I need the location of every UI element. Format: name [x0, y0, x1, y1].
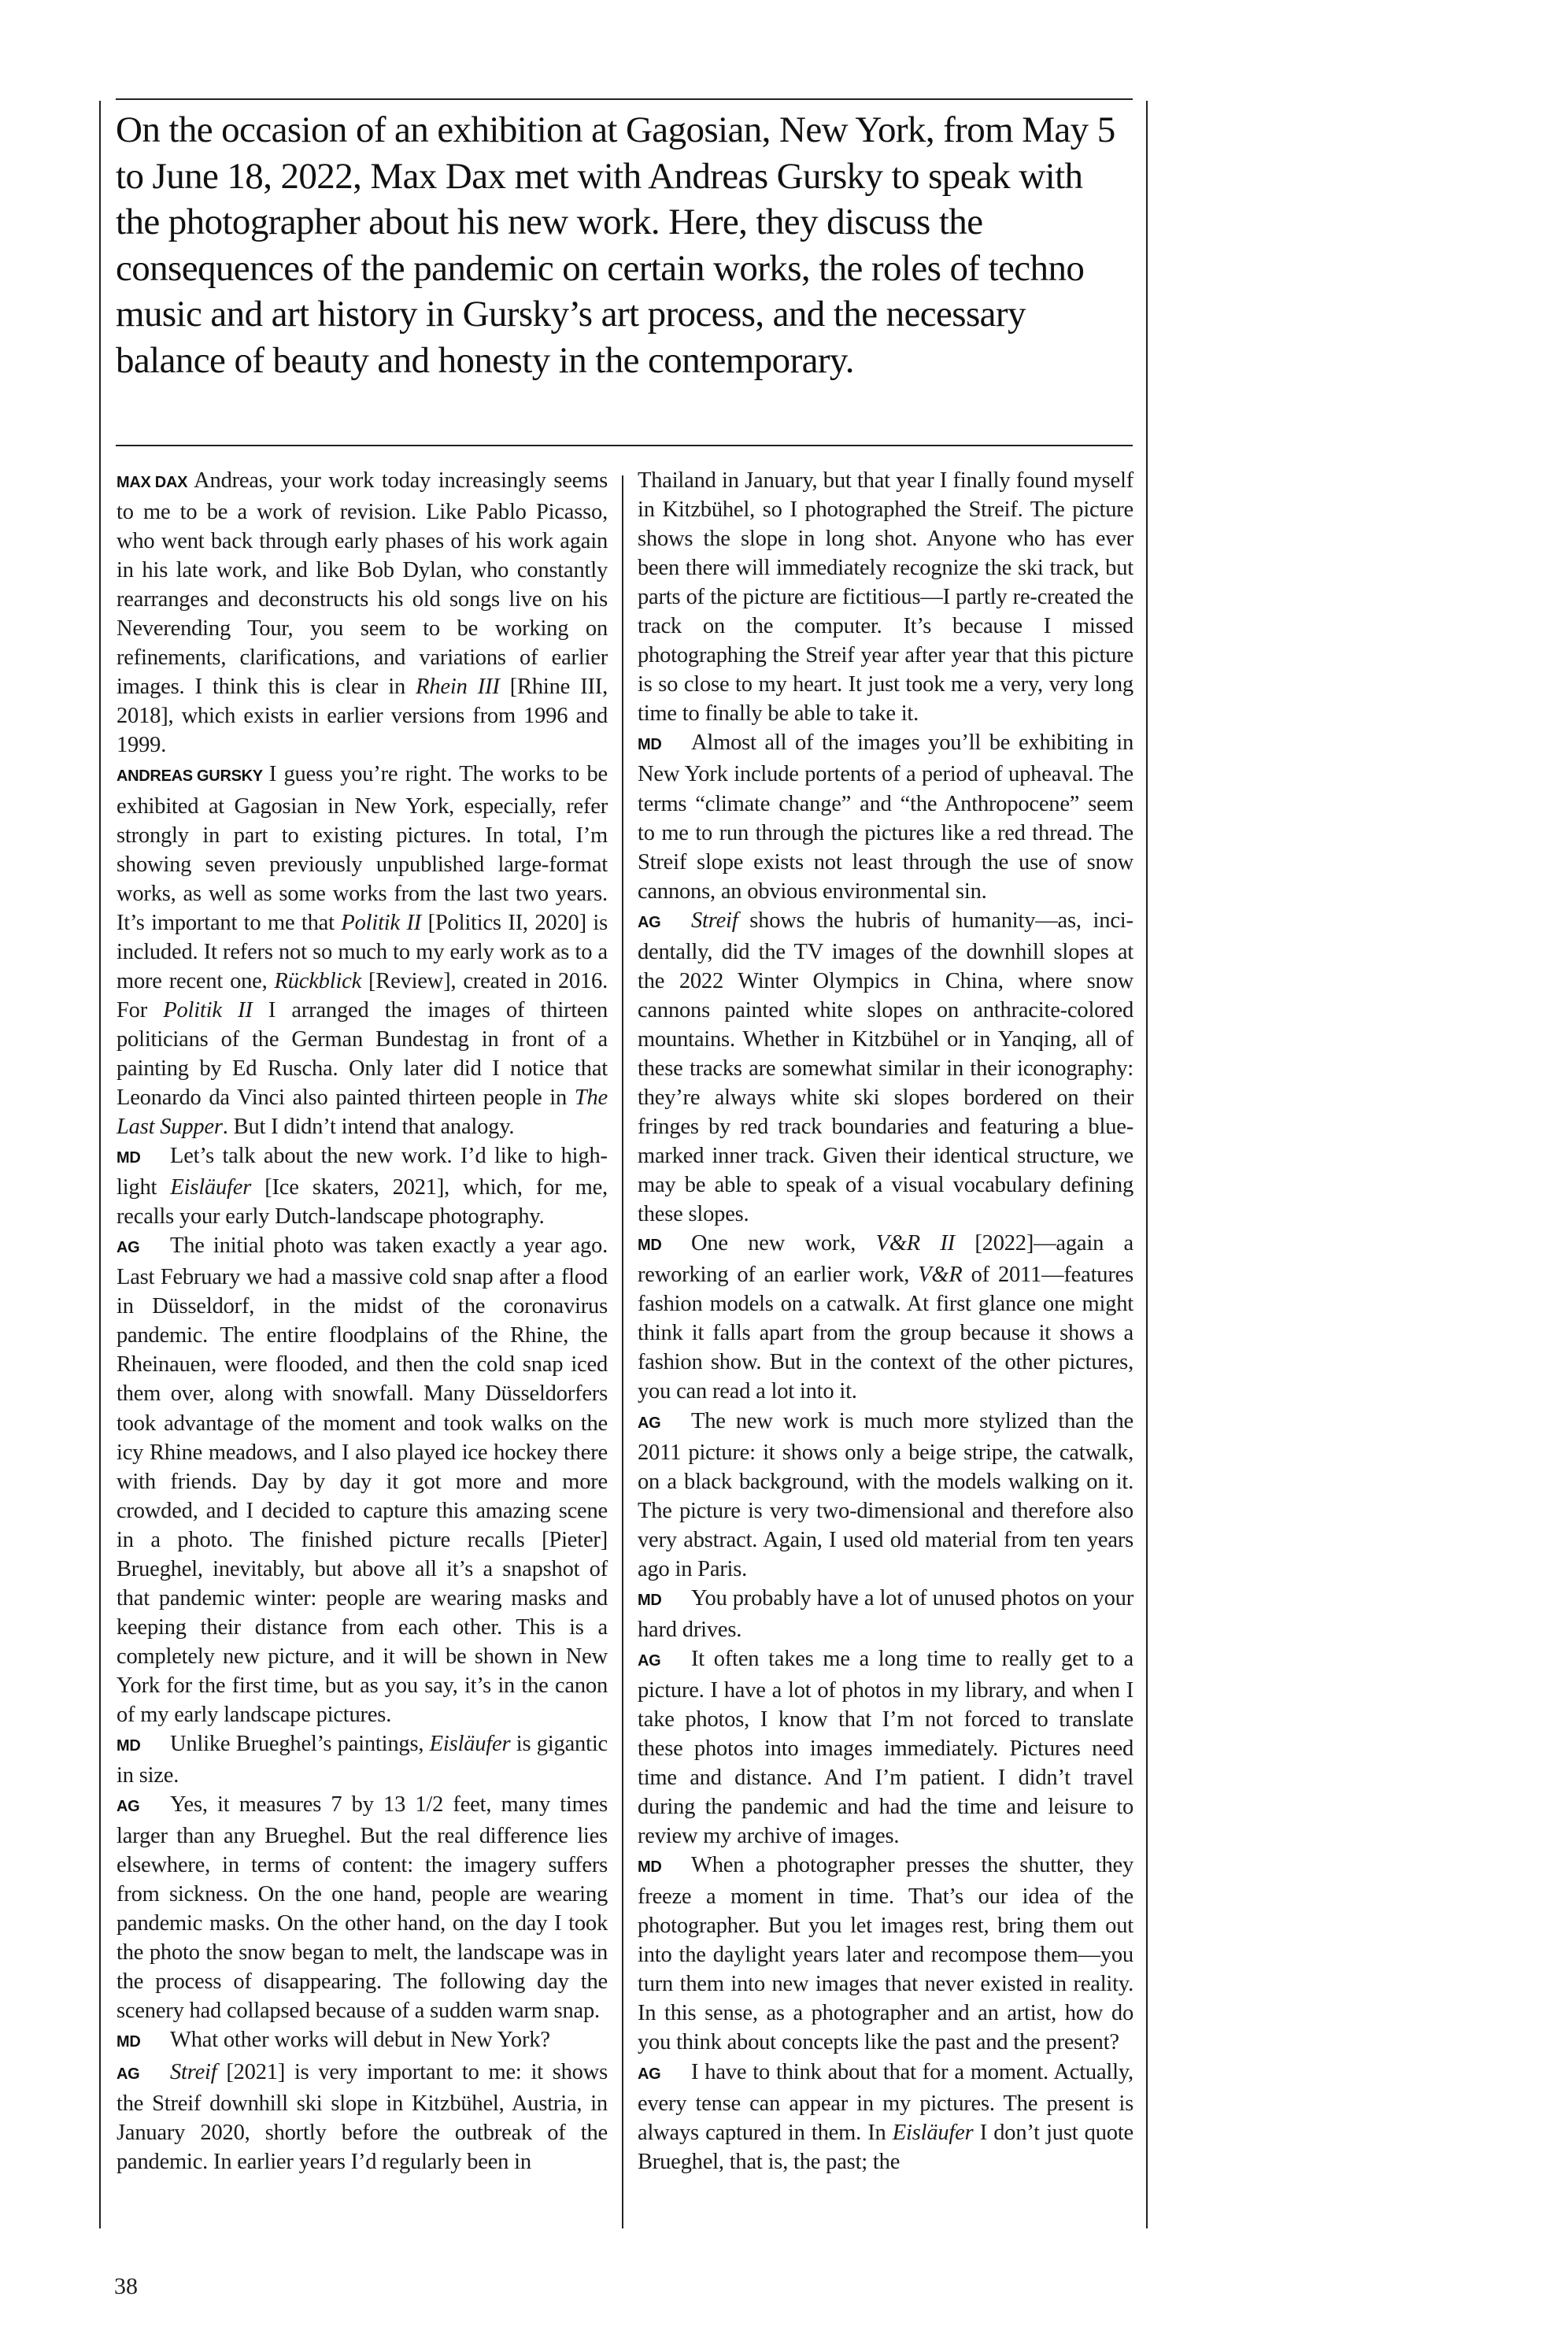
- interview-turn: [638, 1851, 1133, 2057]
- interview-turn: [638, 1644, 1133, 1851]
- right-frame-rule: [1146, 101, 1148, 2228]
- turn-text: [116, 1792, 608, 2023]
- turn-text: [638, 1647, 1133, 1848]
- turn-text: [638, 2060, 1133, 2174]
- text-segment: The new work is much more stylized than the 2011 picture: it shows only a beige stripe, the catwalk, on a black background, with the models walking on it. The picture is very two-dimensional and therefore also very abstract. Again, I used old material from ten years ago in Paris.: [638, 1408, 1133, 1581]
- text-segment: [Rhine III, 2018], which exists in earlier versions from 1996 and 1999.: [116, 675, 608, 758]
- turn-text: [638, 1853, 1133, 2054]
- interview-turn: [116, 2058, 608, 2176]
- speaker-label: AG: [638, 913, 661, 931]
- text-segment: One new work,: [691, 1231, 876, 1256]
- speaker-label: MD: [638, 736, 662, 754]
- speaker-label: ANDREAS GURSKY: [116, 767, 263, 786]
- text-segment: [2021] is very important to me: it shows the Streif downhill ski slope in Kitzbühel, Austria, in January 2020, shortly before the outbreak of the pandemic. In earlier years I’d regularly been in: [116, 2059, 608, 2174]
- text-segment: Thailand in January, but that year I finally found myself in Kitzbühel, so I photographed the Streif. The picture shows the slope in long shot. Anyone who has ever been there will immediately recognize the ski track, but parts of the picture are fictitious—I partly re-created the track on the computer. It’s because I missed photographing the Streif year after year that this picture is so close to my heart. It just took me a very, very long time to finally be able to take it.: [638, 468, 1133, 727]
- turn-text: [116, 1233, 608, 1727]
- intro-top-rule: [116, 98, 1133, 100]
- interview-turn: [116, 1231, 608, 1729]
- speaker-label: AG: [116, 2065, 140, 2083]
- turn-text: [116, 468, 608, 757]
- text-segment: [2022]—again a reworking of an earlier work,: [638, 1231, 1133, 1288]
- interview-turn: [638, 466, 1133, 728]
- interview-turn: [116, 1141, 608, 1231]
- text-segment: Yes, it measures 7 by 13 1/2 feet, many times larger than any Brueghel. But the real difference lies elsewhere, in terms of content: the imagery suffers from sickness. On the one hand, people are wearing pandemic masks. On the other hand, on the day I took the photo the snow began to melt, the landscape was in the process of disappearing. The following day the scenery had collapsed because of a sudden warm snap.: [116, 1792, 608, 2024]
- turn-text: [116, 2060, 608, 2174]
- interview-turn: [638, 906, 1133, 1230]
- intro-bottom-rule: [116, 445, 1133, 446]
- left-frame-rule: [99, 101, 101, 2228]
- work-title: Streif: [691, 908, 738, 933]
- speaker-label: MD: [638, 1237, 662, 1255]
- speaker-label: MD: [116, 1737, 141, 1755]
- speaker-label: AG: [638, 1651, 661, 1670]
- interview-turn: [638, 1229, 1133, 1406]
- speaker-label: AG: [116, 1798, 140, 1816]
- interview-turn: [116, 760, 608, 1141]
- text-segment: The initial photo was taken exactly a year ago. Last February we had a massive cold snap after a flood in Düsseldorf, in the midst of the coronavirus pandemic. The entire floodplains of the Rhine, the Rheinauen, were flooded, and then the cold snap iced them over, along with snowfall. Many Düsseldorfers took advantage of the moment and took walks on the icy Rhine meadows, and I also played ice hockey there with friends. Day by day it got more and more crowded, and I decided to capture this amazing scene in a photo. The finished picture recalls [Pieter] Brueghel, inevitably, but above all it’s a snapshot of that pandemic winter: people are wearing masks and keeping their distance from each other. This is a completely new picture, and it will be shown in New York for the first time, but as you say, it’s in the canon of my early landscape pictures.: [116, 1233, 608, 1727]
- interview-turn: [638, 2058, 1133, 2176]
- speaker-label: MD: [116, 2033, 141, 2051]
- page-number: 38: [114, 2273, 138, 2299]
- column-divider-rule: [622, 475, 623, 2228]
- work-title: Streif: [170, 2059, 217, 2084]
- text-segment: I have to think about that for a moment. Actually, every tense can appear in my pictures. The present is always captured in them. In: [638, 2059, 1133, 2145]
- text-segment: of 2011—features fashion models on a catwalk. At first glance one might think it falls apart from the group because it shows a fashion show. But in the context of the other pictures, you can read a lot into it.: [638, 1263, 1133, 1404]
- text-segment: You probably have a lot of unused photos on your hard drives.: [638, 1585, 1133, 1642]
- left-column: [116, 466, 608, 2176]
- speaker-label: AG: [116, 1239, 140, 1257]
- turn-text: [116, 1144, 608, 1229]
- interview-turn: [116, 1790, 608, 2025]
- interview-turn: [116, 1729, 608, 1790]
- work-title: Rhein III: [416, 675, 500, 700]
- interview-turn: [638, 728, 1133, 905]
- interview-turn: [116, 466, 608, 760]
- turn-text: [638, 468, 1133, 726]
- work-title: Rückblick: [274, 968, 362, 993]
- text-segment: shows the hubris of humanity—as, incidentally, did the TV images of the downhill slopes at the 2022 Winter Olympics in China, where snow cannons painted white slopes on anthracite-colored mountains. Whether in Kitzbühel or in Yanqing, all of these tracks are somewhat similar in their iconography: they’re always white ski slopes bordered on their fringes by red track boundaries and featuring a blue-marked inner track. Given their identical structure, we may be able to speak of a visual vocabulary defining these slopes.: [638, 908, 1133, 1227]
- text-segment: Andreas, your work today increasingly seems to me to be a work of revision. Like Pablo Picasso, who went back through early phases of his work again in his late work, and like Bob Dylan, who constantly rearranges and deconstructs his old songs live on his Neverending Tour, you seem to be working on refinements, clarifications, and variations of earlier images. I think this is clear in: [116, 468, 608, 700]
- text-segment: It often takes me a long time to really get to a picture. I have a lot of photos in my library, and when I take photos, I know that I’m not forced to translate these photos into images immediately. Pictures need time and distance. And I’m patient. I didn’t travel during the pandemic and had the time and leisure to review my archive of images.: [638, 1646, 1133, 1849]
- interview-turn: [638, 1584, 1133, 1644]
- work-title: V&R II: [875, 1231, 955, 1256]
- text-segment: When a photographer presses the shutter, they freeze a moment in time. That’s our idea of the photographer. But you let images rest, bring them out into the daylight years later and recompose them—you turn them into new images that never existed in reality. In this sense, as a photographer and an artist, how do you think about concepts like the past and the present?: [638, 1853, 1133, 2055]
- speaker-label: MD: [116, 1149, 141, 1167]
- turn-text: [638, 1409, 1133, 1581]
- speaker-label: AG: [638, 2065, 661, 2083]
- text-segment: Let’s talk about the new work. I’d like to highlight: [116, 1144, 608, 1200]
- work-title: Eisläufer: [170, 1175, 252, 1200]
- text-segment: . But I didn’t intend that analogy.: [222, 1115, 515, 1140]
- text-segment: [Review], created in 2016. For: [116, 968, 608, 1023]
- interview-turn: [116, 2025, 608, 2057]
- text-segment: I guess you’re right. The works to be exhibited at Gagosian in New York, especially, refer strongly in part to existing pictures. In total, I’m showing seven previously unpublished large-format works, as well as some works from the last two years. It’s important to me that: [116, 762, 608, 935]
- work-title: Eisläufer: [429, 1732, 511, 1757]
- text-segment: [Politics II, 2020] is included. It refers not so much to my early work as to a more recent one,: [116, 910, 608, 993]
- turn-text: [638, 730, 1133, 903]
- interview-turn: [638, 1407, 1133, 1584]
- text-segment: [Ice skaters, 2021], which, for me, recalls your early Dutch-landscape photography.: [116, 1175, 608, 1230]
- turn-text: [116, 762, 608, 1139]
- work-title: The Last Supper: [116, 1085, 608, 1140]
- text-segment: Almost all of the images you’ll be exhibiting in New York include portents of a period of upheaval. The terms “climate change” and “the Anthropocene” seem to me to run through the pictures like a red thread. The Streif slope exists not least through the use of snow cannons, an obvious environmental sin.: [638, 730, 1133, 904]
- work-title: Politik II: [341, 910, 422, 935]
- text-segment: I arranged the images of thirteen politicians of the German Bundestag in front of a painting by Ed Ruscha. Only later did I notice that Leonardo da Vinci also painted thirteen people in: [116, 997, 608, 1110]
- turn-text: [638, 1586, 1133, 1642]
- text-segment: Unlike Brueghel’s paintings,: [170, 1732, 430, 1757]
- turn-text: [638, 1231, 1133, 1403]
- turn-text: [638, 908, 1133, 1226]
- speaker-label: MD: [638, 1591, 662, 1609]
- right-column: [638, 466, 1133, 2176]
- speaker-label: AG: [638, 1414, 661, 1432]
- text-segment: I don’t just quote Brueghel, that is, the past; the: [638, 2120, 1133, 2174]
- turn-text: [170, 2028, 550, 2052]
- work-title: V&R: [918, 1263, 963, 1288]
- text-segment: What other works will debut in New York?: [170, 2028, 550, 2053]
- speaker-label: MAX DAX: [116, 474, 188, 491]
- intro-paragraph: On the occasion of an exhibition at Gagosian, New York, from May 5 to June 18, 2022, Max Dax met with Andreas Gursky to speak with the photographer about his new work. Here, they discuss the consequences of the pandemic on certain works, the roles of techno music and art history in Gursky’s art process, and the necessary balance of beauty and honesty in the contemporary.: [116, 109, 1115, 381]
- work-title: Eisläufer: [892, 2120, 974, 2145]
- work-title: Politik II: [163, 997, 253, 1023]
- text-segment: is gigantic in size.: [116, 1732, 608, 1788]
- speaker-label: MD: [638, 1858, 662, 1877]
- turn-text: [116, 1732, 608, 1788]
